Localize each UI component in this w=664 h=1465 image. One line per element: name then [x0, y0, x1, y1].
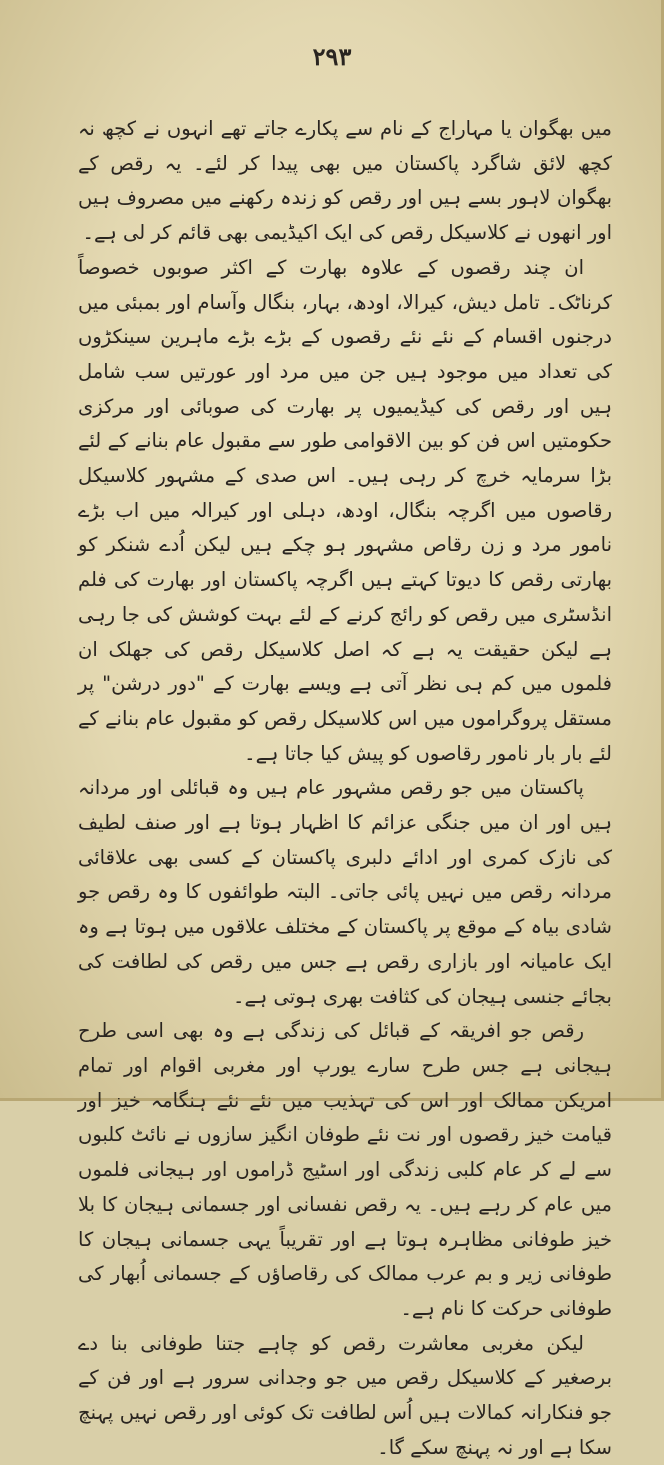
paragraph: ان چند رقصوں کے علاوہ بھارت کے اکثر صوبوں خصوصاً کرناٹک۔ تامل دیش، کیرالا، اودھ، بہار، بنگال وآسام اور بمبئی میں درجنوں اقسام کے نئے نئے رقصوں کے بڑے بڑے ماہرین سینکڑوں کی تعداد میں موجود ہیں جن میں مرد اور عورتیں سب شامل ہیں اور رقص کی کیڈیمیوں پر بھارت کی صوبائی اور مرکزی حکومتیں اس فن کو بین الاقوامی طور سے مقبول عام بنانے کے لئے بڑا سرمایہ خرچ کر رہی ہیں۔ اس صدی کے مشہور کلاسیکل رقاصوں میں اگرچہ بنگال، اودھ، دہلی اور کیرالہ میں اب بڑے نامور مرد و زن رقاص مشہور ہو چکے ہیں لیکن اُدے شنکر کو بھارتی رقص کا دیوتا کہتے ہیں اگرچہ پاکستان اور بھارت کی فلم انڈسٹری میں رقص کو رائج کرنے کے لئے بہت کوشش کی جا رہی ہے لیکن حقیقت یہ ہے کہ اصل کلاسیکل رقص کی جھلک ان فلموں میں کم ہی نظر آتی ہے ویسے بھارت کے "دور درشن" پر مستقل پروگراموں میں اس کلاسیکل رقص کو مقبول عام بنانے کے لئے بار بار نامور رقاصوں کو پیش کیا جاتا ہے۔: [78, 255, 612, 765]
paragraph: پاکستان میں جو رقص مشہور عام ہیں وہ قبائلی اور مردانہ ہیں اور ان میں جنگی عزائم کا اظہار ہوتا ہے اور صنف لطیف کی نازک کمری اور ادائے دلبری پاکستان کے کسی بھی علاقائی مردانہ رقص میں نہیں پائی جاتی۔ البتہ طوائفوں کا وہ رقص جو شادی بیاہ کے موقع پر پاکستان کے مختلف علاقوں میں ہوتا ہے وہ ایک عامیانہ اور بازاری رقص ہے جس میں رقص کی لطافت کی بجائے جنسی ہیجان کی کثافت بھری ہوتی ہے۔: [78, 776, 612, 1008]
body-text: [78, 112, 612, 1459]
paragraph: رقص جو افریقہ کے قبائل کی زندگی ہے وہ بھی اسی طرح ہیجانی ہے جس طرح سارے یورپ اور مغربی اقوام اور تمام امریکن ممالک اور اس کی تہذیب میں نئے نئے ہنگامہ خیز اور قیامت خیز رقصوں اور نت نئے طوفان انگیز سازوں نے نائٹ کلبوں سے لے کر عام کلبی زندگی اور اسٹیج ڈراموں اور ہیجانی فلموں میں عام کر رہے ہیں۔ یہ رقص نفسانی اور جسمانی ہیجان کا بلا خیز طوفانی مظاہرہ ہوتا ہے اور تقریباً یہی جسمانی ہیجان کا طوفانی زیر و بم عرب ممالک کی رقاصاؤں کے جسمانی اُبھار کی طوفانی حرکت کا نام ہے۔: [78, 1019, 612, 1320]
page-number: ۲۹۳: [312, 42, 352, 71]
paragraph: میں بھگوان یا مہاراج کے نام سے پکارے جاتے تھے انہوں نے کچھ نہ کچھ لائق شاگرد پاکستان میں بھی پیدا کر لئے۔ یہ رقص کے بھگوان لاہور بسے ہیں اور رقص کو زندہ رکھنے میں مصروف ہیں اور انھوں نے کلاسیکل رقص کی ایک اکیڈیمی بھی قائم کر لی ہے۔: [78, 117, 612, 245]
paragraph: لیکن مغربی معاشرت رقص کو چاہے جتنا طوفانی بنا دے برصغیر کے کلاسیکل رقص میں جو وجدانی سرور ہے اور فن کے جو فنکارانہ کمالات ہیں اُس لطافت تک کوئی اور رقص نہیں پہنچ سکا ہے اور نہ پہنچ سکے گا۔: [78, 1331, 612, 1459]
